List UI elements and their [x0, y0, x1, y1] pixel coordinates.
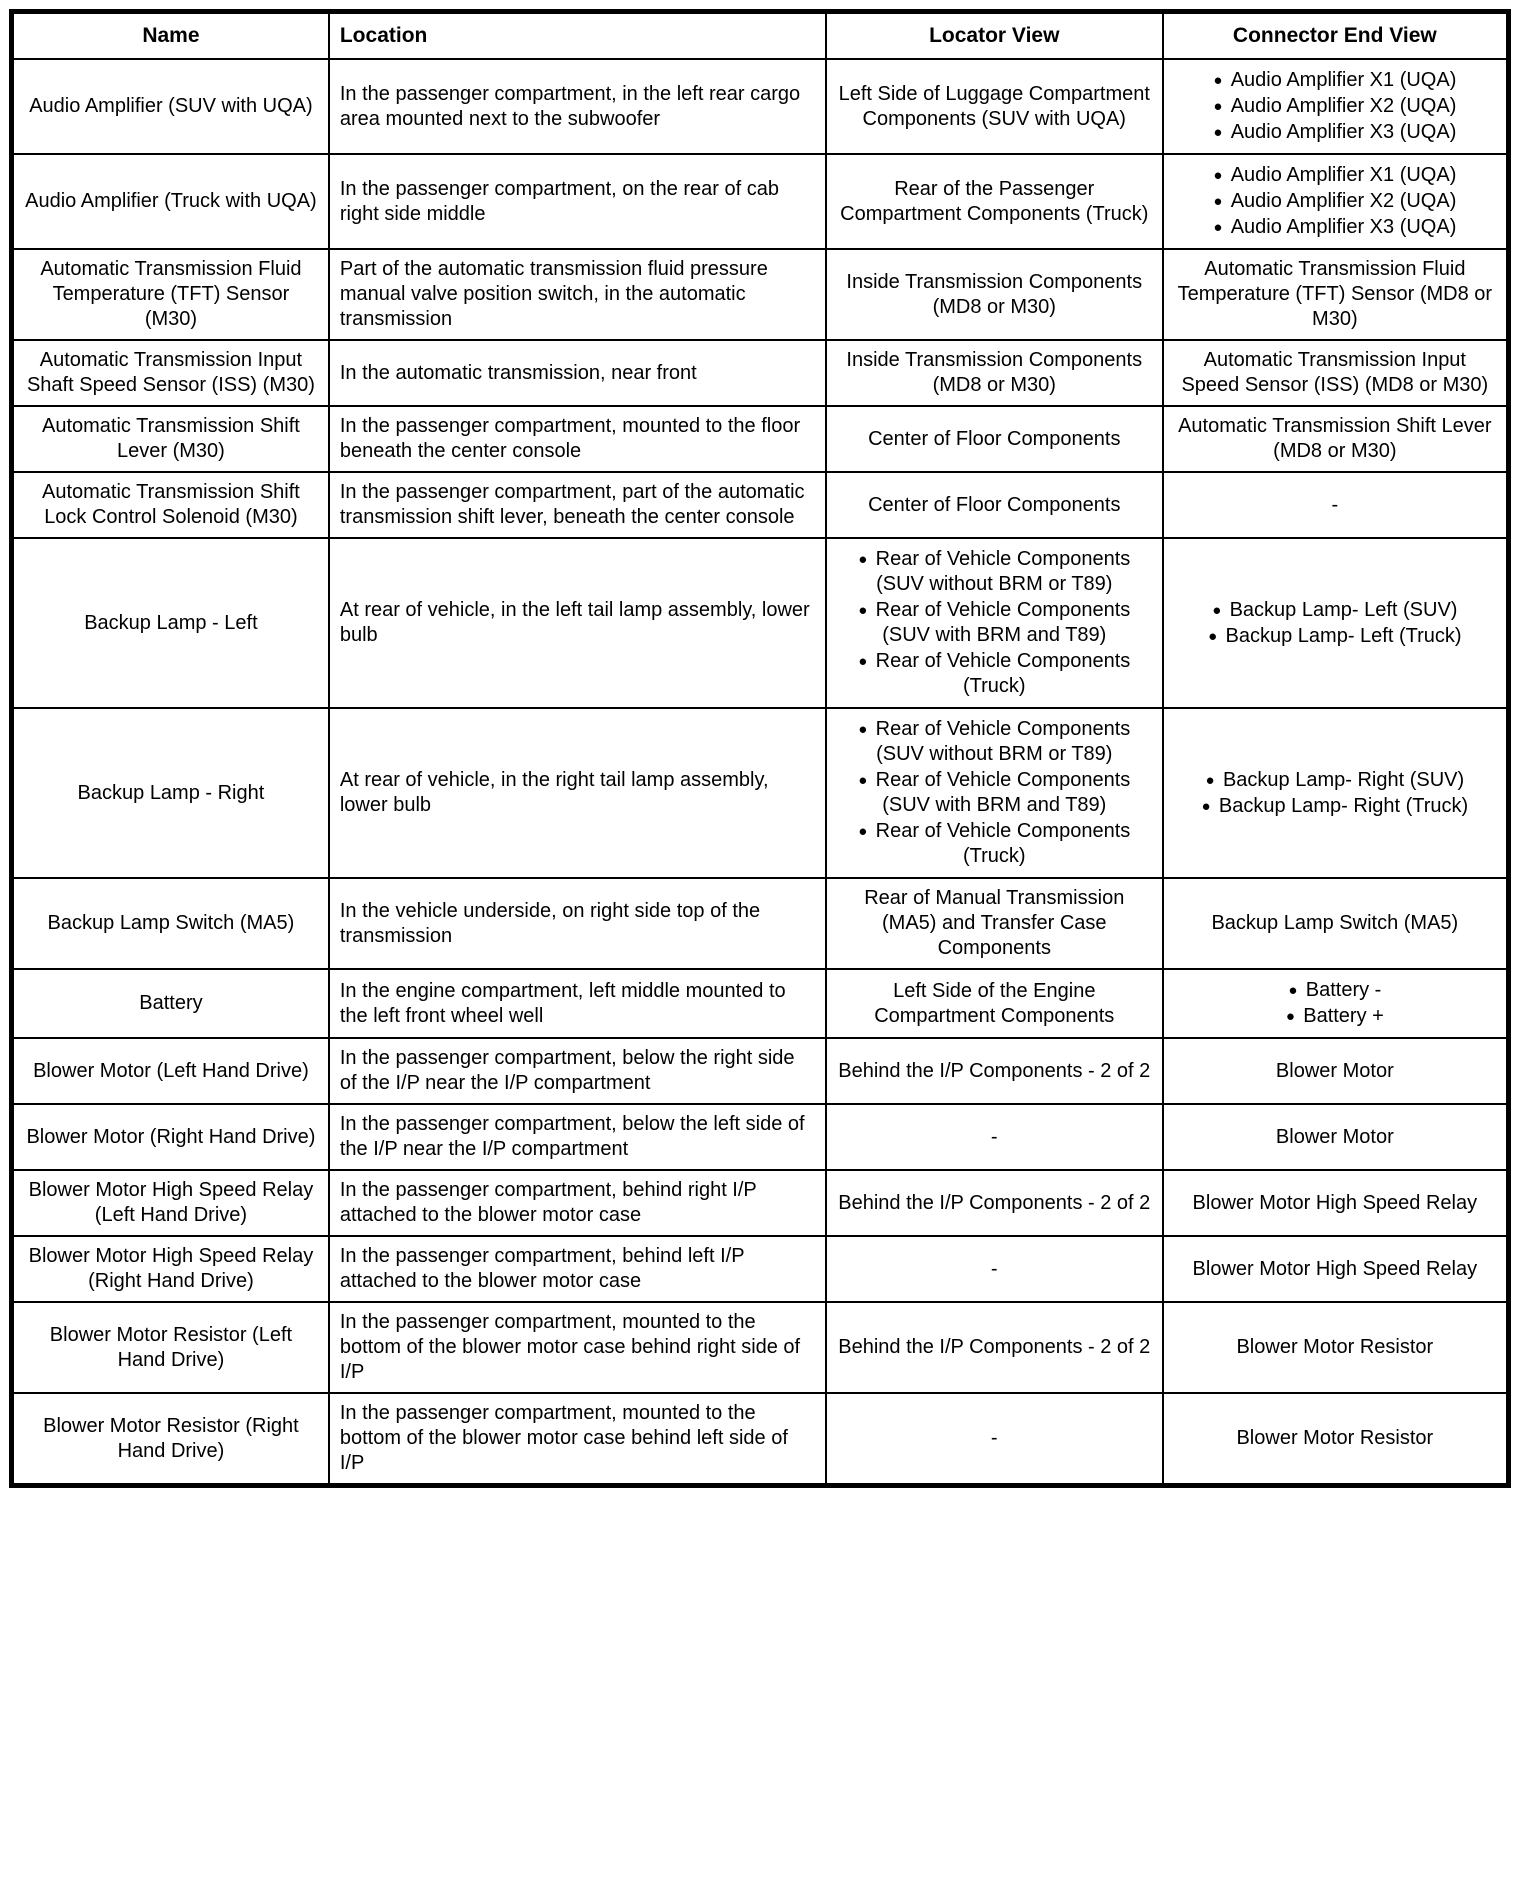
table-cell: Backup Lamp - Left	[12, 538, 329, 708]
table-row	[12, 154, 1509, 249]
table-row	[12, 1104, 1509, 1170]
table-row	[12, 1170, 1509, 1236]
table-cell: Left Side of Luggage Compartment Components (SUV with UQA)	[826, 59, 1163, 154]
header-connector-end-view: Connector End View	[1163, 12, 1509, 60]
table-cell: Blower Motor	[1163, 1038, 1509, 1104]
table-cell: Blower Motor Resistor	[1163, 1302, 1509, 1393]
bullet-item: ● Backup Lamp- Left (Truck)	[1174, 624, 1496, 649]
table-cell: In the passenger compartment, in the left rear cargo area mounted next to the subwoofer	[329, 59, 826, 154]
table-cell: Audio Amplifier (Truck with UQA)	[12, 154, 329, 249]
table-row	[12, 708, 1509, 878]
table-cell: Blower Motor Resistor (Left Hand Drive)	[12, 1302, 329, 1393]
table-cell: Left Side of the Engine Compartment Components	[826, 969, 1163, 1038]
bullet-item: ● Rear of Vehicle Components (SUV without BRM or T89)	[837, 547, 1152, 597]
bullet-item: ● Audio Amplifier X3 (UQA)	[1174, 120, 1496, 145]
component-table	[9, 9, 1511, 1488]
bullet-item: ● Rear of Vehicle Components (SUV with BRM and T89)	[837, 768, 1152, 818]
table-cell: At rear of vehicle, in the right tail lamp assembly, lower bulb	[329, 708, 826, 878]
table-cell: Battery	[12, 969, 329, 1038]
bullet-item: ● Rear of Vehicle Components (SUV with BRM and T89)	[837, 598, 1152, 648]
table-cell: Backup Lamp Switch (MA5)	[12, 878, 329, 969]
table-cell: Center of Floor Components	[826, 406, 1163, 472]
header-name: Name	[12, 12, 329, 60]
table-cell: In the passenger compartment, mounted to the bottom of the blower motor case behind left side of I/P	[329, 1393, 826, 1486]
table-cell	[1163, 538, 1509, 708]
table-row	[12, 878, 1509, 969]
table-row	[12, 538, 1509, 708]
table-cell: In the passenger compartment, below the left side of the I/P near the I/P compartment	[329, 1104, 826, 1170]
table-cell: In the passenger compartment, part of the automatic transmission shift lever, beneath the center console	[329, 472, 826, 538]
bullet-list	[1174, 978, 1496, 1029]
bullet-list	[1174, 768, 1496, 819]
table-cell: In the passenger compartment, behind left I/P attached to the blower motor case	[329, 1236, 826, 1302]
table-cell: Backup Lamp Switch (MA5)	[1163, 878, 1509, 969]
table-row	[12, 406, 1509, 472]
table-row	[12, 1302, 1509, 1393]
table-cell	[1163, 969, 1509, 1038]
table-cell	[1163, 59, 1509, 154]
table-row	[12, 249, 1509, 340]
bullet-list	[1174, 163, 1496, 240]
bullet-item: ● Backup Lamp- Left (SUV)	[1174, 598, 1496, 623]
header-locator-view: Locator View	[826, 12, 1163, 60]
table-row	[12, 472, 1509, 538]
table-cell: Automatic Transmission Fluid Temperature (TFT) Sensor (MD8 or M30)	[1163, 249, 1509, 340]
table-cell: Blower Motor Resistor (Right Hand Drive)	[12, 1393, 329, 1486]
table-cell: Blower Motor High Speed Relay (Right Hand Drive)	[12, 1236, 329, 1302]
table-cell: -	[826, 1104, 1163, 1170]
table-cell: Blower Motor Resistor	[1163, 1393, 1509, 1486]
table-body	[12, 59, 1509, 1486]
table-header	[12, 12, 1509, 60]
table-cell: -	[1163, 472, 1509, 538]
table-cell: Automatic Transmission Input Speed Sensor (ISS) (MD8 or M30)	[1163, 340, 1509, 406]
table-cell: -	[826, 1236, 1163, 1302]
table-cell: In the passenger compartment, mounted to the floor beneath the center console	[329, 406, 826, 472]
bullet-item: ● Backup Lamp- Right (Truck)	[1174, 794, 1496, 819]
table-cell: -	[826, 1393, 1163, 1486]
table-cell: Part of the automatic transmission fluid pressure manual valve position switch, in the automatic transmission	[329, 249, 826, 340]
bullet-item: ● Audio Amplifier X2 (UQA)	[1174, 94, 1496, 119]
table-cell: Inside Transmission Components (MD8 or M30)	[826, 340, 1163, 406]
bullet-item: ● Audio Amplifier X3 (UQA)	[1174, 215, 1496, 240]
table-cell: Behind the I/P Components - 2 of 2	[826, 1302, 1163, 1393]
table-row	[12, 59, 1509, 154]
table-cell: In the vehicle underside, on right side top of the transmission	[329, 878, 826, 969]
bullet-item: ● Audio Amplifier X1 (UQA)	[1174, 68, 1496, 93]
bullet-item: ● Rear of Vehicle Components (SUV without BRM or T89)	[837, 717, 1152, 767]
table-cell: Automatic Transmission Shift Lever (M30)	[12, 406, 329, 472]
table-cell: Center of Floor Components	[826, 472, 1163, 538]
table-row	[12, 969, 1509, 1038]
bullet-item: ● Rear of Vehicle Components (Truck)	[837, 649, 1152, 699]
table-cell: In the passenger compartment, below the right side of the I/P near the I/P compartment	[329, 1038, 826, 1104]
table-cell: In the passenger compartment, mounted to the bottom of the blower motor case behind right side of I/P	[329, 1302, 826, 1393]
bullet-item: ● Backup Lamp- Right (SUV)	[1174, 768, 1496, 793]
table-cell: Behind the I/P Components - 2 of 2	[826, 1170, 1163, 1236]
table-cell: In the engine compartment, left middle mounted to the left front wheel well	[329, 969, 826, 1038]
bullet-item: ● Battery +	[1174, 1004, 1496, 1029]
table-cell	[826, 538, 1163, 708]
table-cell	[1163, 708, 1509, 878]
table-cell: In the passenger compartment, on the rear of cab right side middle	[329, 154, 826, 249]
table-row	[12, 1038, 1509, 1104]
bullet-item: ● Audio Amplifier X2 (UQA)	[1174, 189, 1496, 214]
table-cell: Blower Motor High Speed Relay	[1163, 1170, 1509, 1236]
table-cell: In the passenger compartment, behind right I/P attached to the blower motor case	[329, 1170, 826, 1236]
table-cell: Rear of Manual Transmission (MA5) and Transfer Case Components	[826, 878, 1163, 969]
bullet-list	[837, 547, 1152, 699]
bullet-item: ● Audio Amplifier X1 (UQA)	[1174, 163, 1496, 188]
table-cell: Automatic Transmission Shift Lever (MD8 or M30)	[1163, 406, 1509, 472]
bullet-list	[837, 717, 1152, 869]
table-cell: Blower Motor (Right Hand Drive)	[12, 1104, 329, 1170]
table-cell: Automatic Transmission Shift Lock Control Solenoid (M30)	[12, 472, 329, 538]
table-cell	[1163, 154, 1509, 249]
table-row	[12, 340, 1509, 406]
bullet-item: ● Rear of Vehicle Components (Truck)	[837, 819, 1152, 869]
header-row	[12, 12, 1509, 60]
table-cell: Automatic Transmission Input Shaft Speed Sensor (ISS) (M30)	[12, 340, 329, 406]
table-cell: Blower Motor	[1163, 1104, 1509, 1170]
table-row	[12, 1236, 1509, 1302]
table-cell: In the automatic transmission, near front	[329, 340, 826, 406]
table-cell: Automatic Transmission Fluid Temperature (TFT) Sensor (M30)	[12, 249, 329, 340]
table-cell	[826, 708, 1163, 878]
table-cell: Blower Motor High Speed Relay (Left Hand Drive)	[12, 1170, 329, 1236]
table-cell: Rear of the Passenger Compartment Components (Truck)	[826, 154, 1163, 249]
table-cell: Behind the I/P Components - 2 of 2	[826, 1038, 1163, 1104]
table-cell: Blower Motor High Speed Relay	[1163, 1236, 1509, 1302]
table-cell: Audio Amplifier (SUV with UQA)	[12, 59, 329, 154]
header-location: Location	[329, 12, 826, 60]
bullet-item: ● Battery -	[1174, 978, 1496, 1003]
bullet-list	[1174, 68, 1496, 145]
table-cell: At rear of vehicle, in the left tail lamp assembly, lower bulb	[329, 538, 826, 708]
table-cell: Backup Lamp - Right	[12, 708, 329, 878]
bullet-list	[1174, 598, 1496, 649]
table-cell: Blower Motor (Left Hand Drive)	[12, 1038, 329, 1104]
table-row	[12, 1393, 1509, 1486]
table-cell: Inside Transmission Components (MD8 or M30)	[826, 249, 1163, 340]
